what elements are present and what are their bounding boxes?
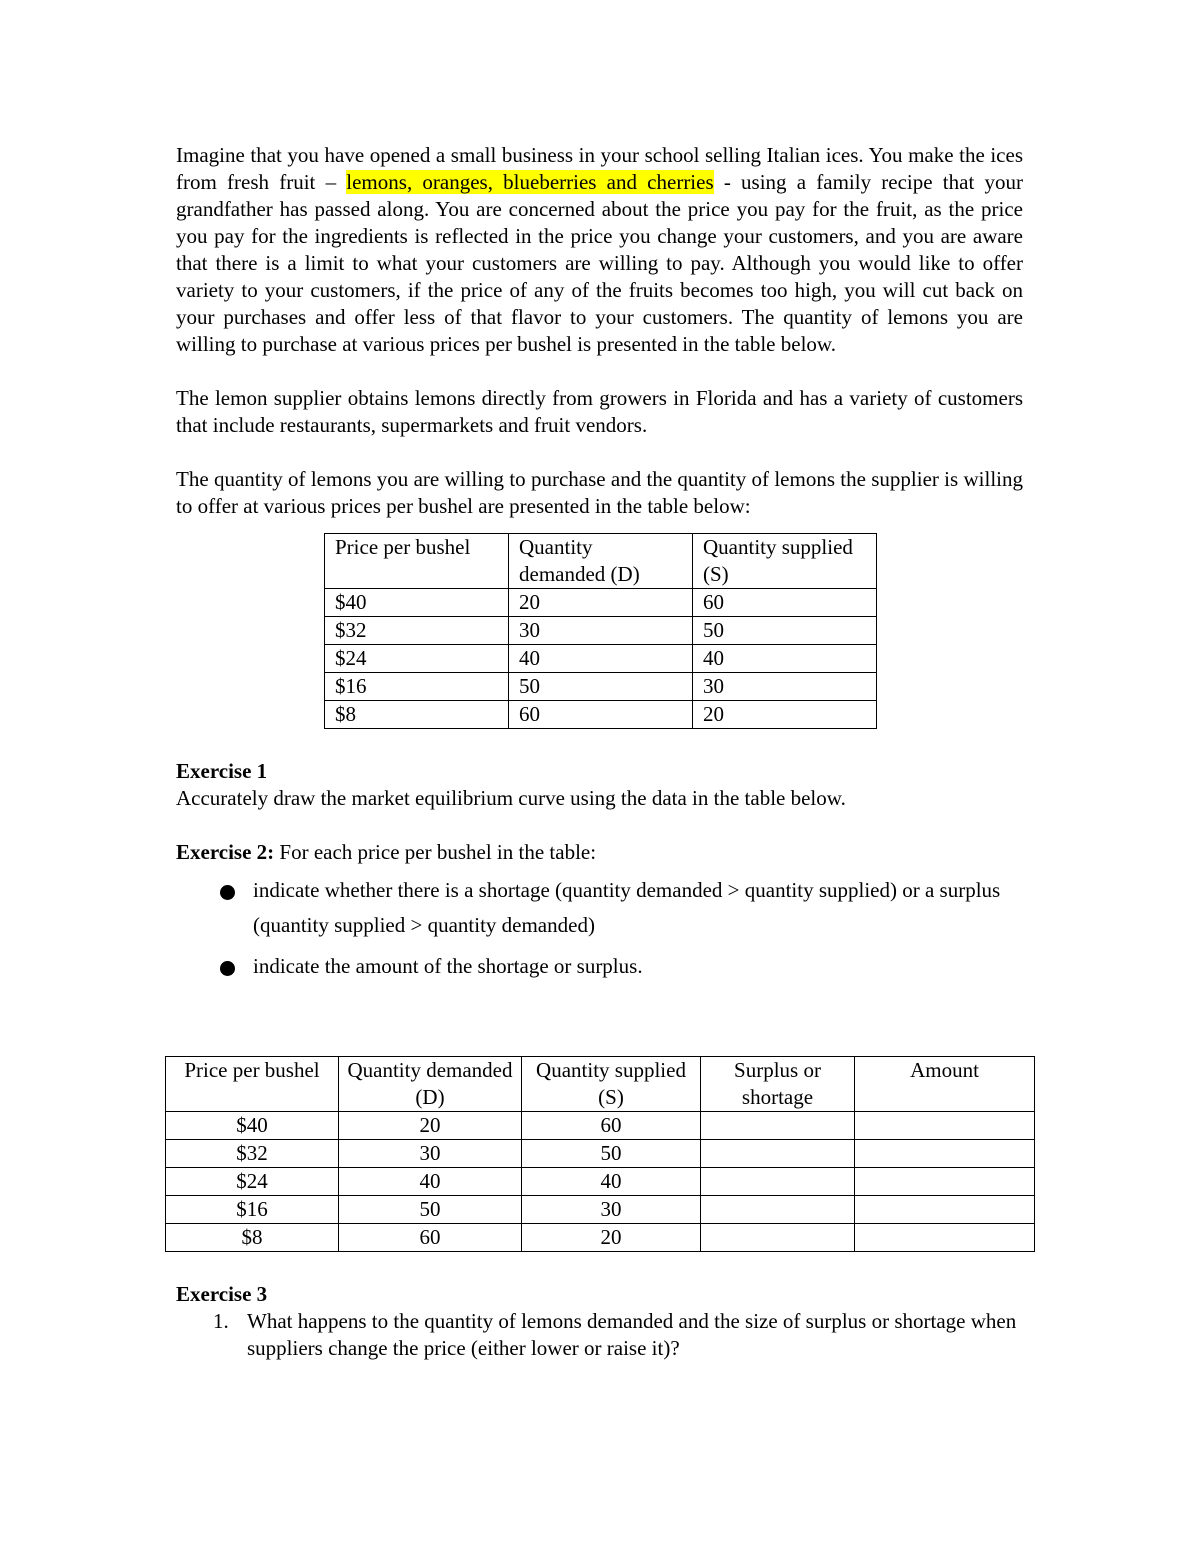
header-supplied: Quantity supplied (S): [693, 534, 877, 589]
cell-supplied: 30: [693, 673, 877, 701]
cell-demanded: 20: [339, 1112, 522, 1140]
table-row: [325, 701, 877, 729]
cell-price: $16: [325, 673, 509, 701]
cell-surplus-shortage[interactable]: [701, 1140, 855, 1168]
cell-price: $32: [166, 1140, 339, 1168]
cell-supplied: 40: [693, 645, 877, 673]
cell-demanded: 30: [339, 1140, 522, 1168]
cell-price: $24: [325, 645, 509, 673]
table-header-row: [325, 534, 877, 589]
cell-amount[interactable]: [855, 1196, 1035, 1224]
exercise-3-questions: [176, 1308, 1023, 1362]
cell-price: $8: [325, 701, 509, 729]
cell-price: $8: [166, 1224, 339, 1252]
cell-demanded: 30: [509, 617, 693, 645]
table-row: [325, 589, 877, 617]
exercise-2-heading: Exercise 2:: [176, 840, 275, 864]
cell-supplied: 40: [522, 1168, 701, 1196]
cell-supplied: 60: [522, 1112, 701, 1140]
shortage-surplus-table: [165, 1056, 1035, 1252]
exercise-2-bullets: [216, 873, 1023, 984]
cell-demanded: 60: [509, 701, 693, 729]
bullet-icon: [220, 885, 235, 900]
cell-price: $32: [325, 617, 509, 645]
intro-paragraph-2: The lemon supplier obtains lemons directly from growers in Florida and has a variety of customers that include restaurants, supermarkets and fruit vendors.: [176, 386, 1023, 437]
cell-price: $40: [166, 1112, 339, 1140]
exercise-2-intro: [176, 839, 1023, 866]
exercise-2-text: For each price per bushel in the table:: [274, 840, 597, 864]
bullet-text: indicate whether there is a shortage (quantity demanded > quantity supplied) or a surplus (quantity supplied > quantity demanded): [253, 878, 1001, 937]
cell-supplied: 60: [693, 589, 877, 617]
cell-supplied: 50: [522, 1140, 701, 1168]
cell-supplied: 20: [693, 701, 877, 729]
list-item: [176, 1308, 1023, 1362]
cell-amount[interactable]: [855, 1224, 1035, 1252]
table-row: [166, 1196, 1035, 1224]
header-supplied: Quantity supplied (S): [522, 1057, 701, 1112]
cell-demanded: 40: [509, 645, 693, 673]
exercise-3-heading: Exercise 3: [176, 1282, 268, 1306]
cell-demanded: 50: [509, 673, 693, 701]
intro-paragraph-1: [176, 142, 1023, 358]
cell-amount[interactable]: [855, 1168, 1035, 1196]
table-row: [166, 1140, 1035, 1168]
question-text: What happens to the quantity of lemons demanded and the size of surplus or shortage when suppliers change the price (either lower or raise it)?: [247, 1309, 1017, 1360]
cell-supplied: 20: [522, 1224, 701, 1252]
cell-supplied: 30: [522, 1196, 701, 1224]
cell-price: $40: [325, 589, 509, 617]
cell-price: $16: [166, 1196, 339, 1224]
table-header-row: [166, 1057, 1035, 1112]
cell-demanded: 20: [509, 589, 693, 617]
table-row: [166, 1112, 1035, 1140]
header-demanded: Quantity demanded (D): [509, 534, 693, 589]
header-price: Price per bushel: [166, 1057, 339, 1112]
cell-amount[interactable]: [855, 1140, 1035, 1168]
highlighted-fruits: lemons, oranges, blueberries and cherries: [346, 170, 714, 194]
cell-surplus-shortage[interactable]: [701, 1224, 855, 1252]
supply-demand-table: [324, 533, 877, 729]
table-row: [325, 645, 877, 673]
exercise-3-section: [176, 1281, 1023, 1362]
header-demanded: Quantity demanded (D): [339, 1057, 522, 1112]
cell-demanded: 50: [339, 1196, 522, 1224]
intro-text-after: - using a family recipe that your grandfather has passed along. You are concerned about the price you pay for the fruit, as the price you pay for the ingredients is reflected in the price you change your customers, and you are aware that there is a limit to what your customers are willing to pay. Although you would like to offer variety to your customers, if the price of any of the fruits becomes too high, you will cut back on your purchases and offer less of that flavor to your customers. The quantity of lemons you are willing to purchase at various prices per bushel is presented in the table below.: [176, 170, 1023, 356]
exercise-1-text: Accurately draw the market equilibrium curve using the data in the table below.: [176, 786, 846, 810]
exercise-1-heading: Exercise 1: [176, 759, 268, 783]
cell-surplus-shortage[interactable]: [701, 1112, 855, 1140]
list-item: [216, 873, 1023, 943]
table-row: [325, 673, 877, 701]
table-row: [166, 1224, 1035, 1252]
intro-paragraph-3: The quantity of lemons you are willing to purchase and the quantity of lemons the supplier is willing to offer at various prices per bushel are presented in the table below:: [176, 467, 1023, 518]
cell-surplus-shortage[interactable]: [701, 1196, 855, 1224]
header-amount: Amount: [855, 1057, 1035, 1112]
intro-text-before: Imagine that you have opened a small business in your school selling Italian ices. You make the ices from fresh fruit –: [176, 143, 1023, 194]
table-row: [166, 1168, 1035, 1196]
document-page: [176, 142, 1023, 990]
question-number: 1.: [213, 1309, 229, 1333]
bullet-text: indicate the amount of the shortage or surplus.: [253, 954, 643, 978]
table-row: [325, 617, 877, 645]
cell-supplied: 50: [693, 617, 877, 645]
cell-price: $24: [166, 1168, 339, 1196]
list-item: [216, 949, 1023, 984]
cell-surplus-shortage[interactable]: [701, 1168, 855, 1196]
cell-demanded: 60: [339, 1224, 522, 1252]
cell-amount[interactable]: [855, 1112, 1035, 1140]
cell-demanded: 40: [339, 1168, 522, 1196]
header-price: Price per bushel: [325, 534, 509, 589]
header-surplus-shortage: Surplus or shortage: [701, 1057, 855, 1112]
bullet-icon: [220, 961, 235, 976]
